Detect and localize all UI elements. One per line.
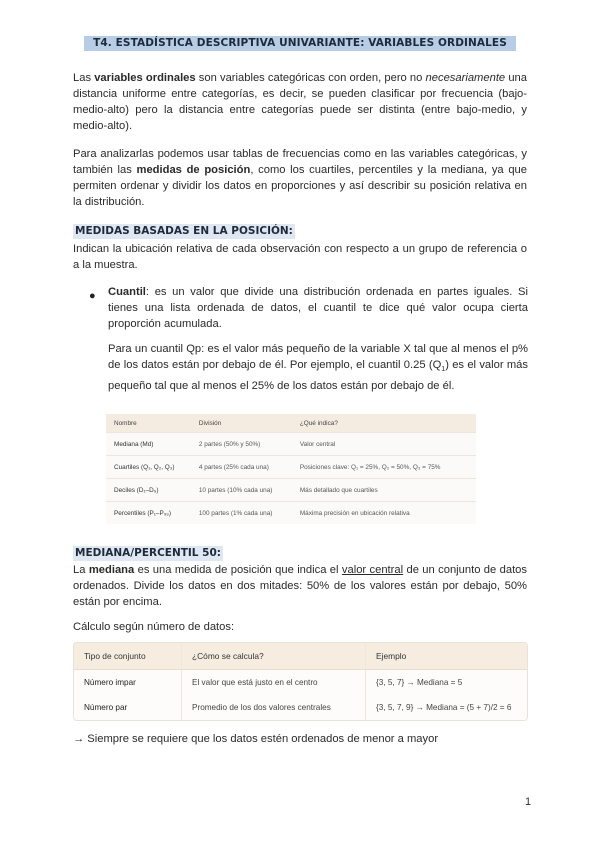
- table-cell: Número impar: [74, 670, 181, 695]
- table-cell: 100 partes (1% cada una): [191, 502, 292, 525]
- page-number: 1: [525, 796, 532, 808]
- table-row: [106, 433, 476, 456]
- table-row: [106, 502, 476, 525]
- table-row: [106, 479, 476, 502]
- table-cell: 10 partes (10% cada una): [191, 479, 292, 502]
- cuantil-qp-paragraph: Para un cuantil Qp: es el valor más pequeño de la variable X tal que al menos el p% de los datos están por debajo de él. Por ejemplo, el cuantil 0.25 $(Q_1)$ es el valor más pequeño tal que al menos el 25% de los datos están por debajo de él.: [108, 343, 528, 393]
- table-cell: Número par: [74, 695, 181, 720]
- table-header-cell: ¿Qué indica?: [292, 414, 476, 433]
- table-cell: Más detallado que cuartiles: [292, 479, 476, 502]
- intro-paragraph-2: Para analizarlas podemos usar tablas de frecuencias como en las variables categóricas, y también las medidas de posición, como los cuartiles, percentiles y la mediana, ya que permiten ordenar y dividir los datos en proporciones y así describir su posición relativa en la distribución.: [73, 148, 527, 208]
- table-cell: 2 partes (50% y 50%): [191, 433, 292, 456]
- intro-paragraph-1: Las variables ordinales son variables categóricas con orden, pero no necesariamente una distancia uniforme entre categorías, es decir, se pueden clasificar por frecuencia (bajo-medio-alto) pero la distancia entre categorías puede ser distinta (entre bajo-medio, y medio-alto).: [73, 72, 527, 132]
- table-header-row: [74, 643, 527, 670]
- table-header-cell: Tipo de conjunto: [74, 643, 181, 670]
- term-mediana: mediana: [88, 564, 135, 576]
- table-header-cell: División: [191, 414, 292, 433]
- term-medidas-de-posicion: medidas de posición: [136, 164, 251, 176]
- table-cell: Posiciones clave: Q₁ = 25%, Q₂ = 50%, Q₃ = 75%: [292, 456, 476, 479]
- table-header-cell: ¿Cómo se calcula?: [181, 643, 365, 670]
- table-row: [74, 670, 527, 695]
- term-necesariamente: necesariamente: [425, 72, 506, 84]
- table-cell: {3, 5, 7, 9} → Mediana = (5 + 7)/2 = 6: [365, 695, 527, 720]
- page-title: T4. ESTADÍSTICA DESCRIPTIVA UNIVARIANTE: VARIABLES ORDINALES: [84, 36, 516, 51]
- ordering-note: → Siempre se requiere que los datos estén ordenados de menor a mayor: [73, 733, 439, 745]
- cuantil-definition: Cuantil: es un valor que divide una distribución ordenada en partes iguales. Si tienes una lista ordenada de datos, el cuantil te dice qué valor ocupa cierta proporción acumulada.: [108, 286, 528, 330]
- table-cell: Máxima precisión en ubicación relativa: [292, 502, 476, 525]
- table-row: [74, 695, 527, 720]
- table-cell: Cuartiles (Q₁, Q₂, Q₃): [106, 456, 191, 479]
- calculo-mediana-table: [73, 642, 528, 721]
- table-cell: Valor central: [292, 433, 476, 456]
- bullet-icon: ●: [89, 290, 96, 302]
- table-cell: Percentiles (P₁–P₉₉): [106, 502, 191, 525]
- table-cell: Mediana (Md): [106, 433, 191, 456]
- table-cell: {3, 5, 7} → Mediana = 5: [365, 670, 527, 695]
- section-description: Indican la ubicación relativa de cada observación con respecto a un grupo de referencia o a la muestra.: [73, 243, 527, 271]
- table-cell: Deciles (D₁–D₉): [106, 479, 191, 502]
- table-cell: Promedio de los dos valores centrales: [181, 695, 365, 720]
- calc-label: Cálculo según número de datos:: [73, 621, 235, 633]
- section-heading-mediana: MEDIANA/PERCENTIL 50:: [75, 547, 221, 559]
- table-header-cell: Nombre: [106, 414, 191, 433]
- table-header-row: [106, 414, 476, 433]
- medidas-posicion-table: [106, 414, 476, 524]
- section-heading-posicion: MEDIDAS BASADAS EN LA POSICIÓN:: [75, 225, 293, 237]
- term-variables-ordinales: variables ordinales: [94, 72, 196, 84]
- table-cell: 4 partes (25% cada una): [191, 456, 292, 479]
- mediana-paragraph: La mediana es una medida de posición que indica el valor central de un conjunto de datos ordenados. Divide los datos en dos mitades: 50% de los valores están por debajo, 50% están por encima.: [73, 564, 527, 608]
- term-cuantil: Cuantil: [108, 286, 146, 298]
- table-header-cell: Ejemplo: [365, 643, 527, 670]
- table-row: [106, 456, 476, 479]
- table-cell: El valor que está justo en el centro: [181, 670, 365, 695]
- term-valor-central: valor central: [341, 564, 404, 576]
